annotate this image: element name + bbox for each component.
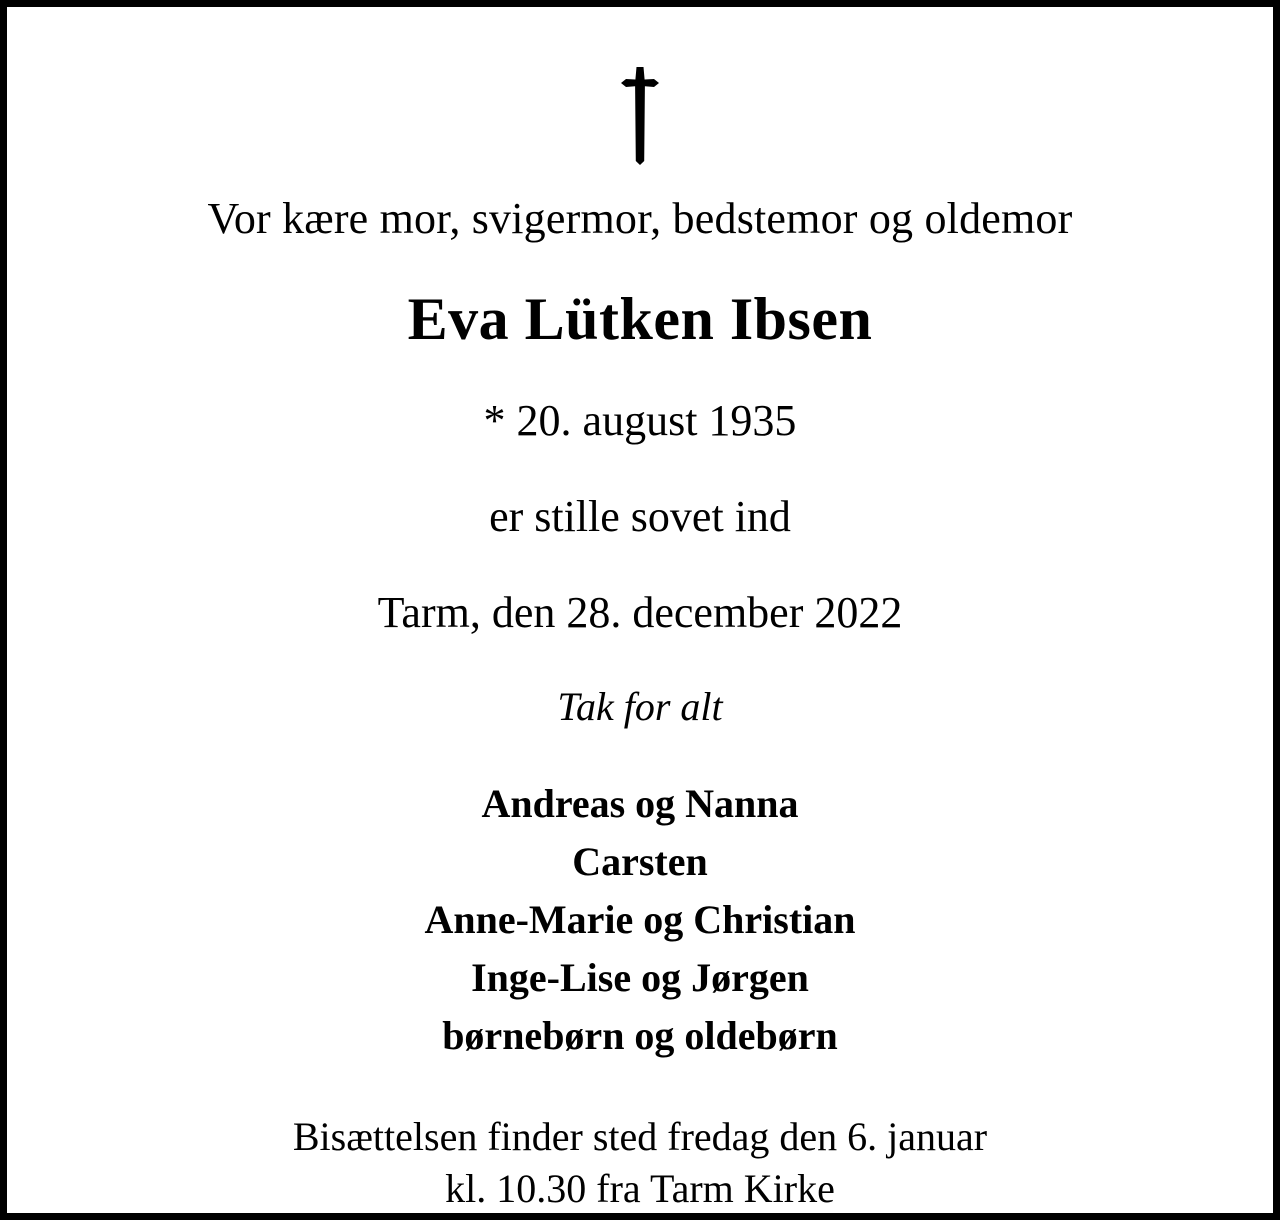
funeral-details [293,1111,987,1215]
cross-icon-container [610,65,670,165]
thanks-text: Tak for alt [557,684,723,729]
passing-phrase: er stille sovet ind [489,492,791,541]
funeral-line: kl. 10.30 fra Tarm Kirke [445,1166,835,1211]
list-item: Carsten [572,839,708,884]
deceased-name: Eva Lütken Ibsen [407,286,873,352]
list-item: børnebørn og oldebørn [442,1013,838,1058]
list-item: Anne-Marie og Christian [424,897,856,942]
christian-cross-icon [610,65,670,165]
funeral-line: Bisættelsen finder sted fredag den 6. januar [292,1114,988,1159]
intro-text: Vor kære mor, svigermor, bedstemor og oldemor [207,194,1073,243]
place-and-date-of-death: Tarm, den 28. december 2022 [377,588,903,637]
survivors-list [424,775,855,1065]
birth-date: * 20. august 1935 [483,396,797,445]
list-item: Inge-Lise og Jørgen [471,955,809,1000]
list-item: Andreas og Nanna [481,781,799,826]
